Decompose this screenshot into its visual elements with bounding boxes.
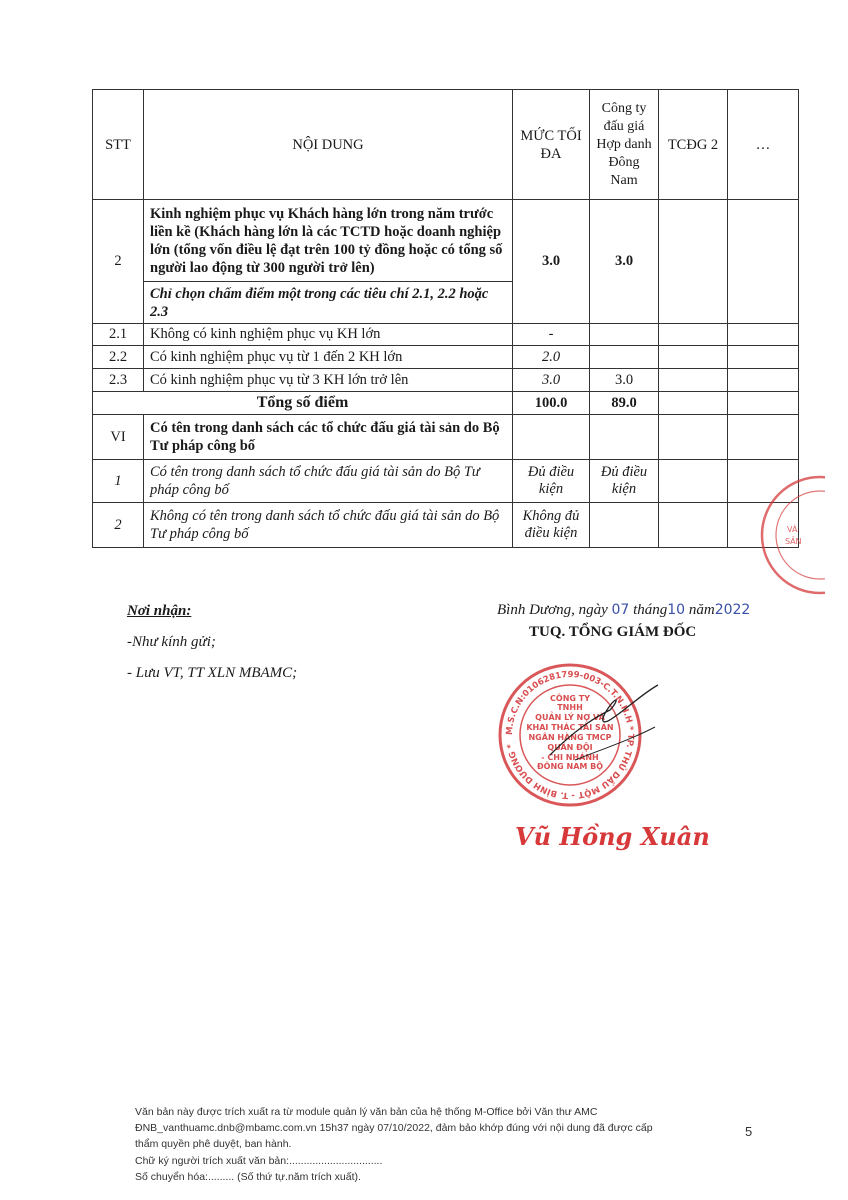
- seal-line: ĐÔNG NAM BỘ: [536, 762, 604, 771]
- row-content: Có tên trong danh sách các tổ chức đấu giá tài sản do Bộ Tư pháp công bố: [144, 415, 513, 460]
- row-content: Có tên trong danh sách tổ chức đấu giá tài sản do Bộ Tư pháp công bố: [144, 460, 513, 503]
- row-stt: 1: [93, 460, 144, 503]
- table-row: [93, 415, 799, 460]
- seal-line: NGÂN HÀNG TMCP: [528, 733, 612, 742]
- table-row: [93, 460, 799, 503]
- handwritten-day: 07: [611, 602, 630, 618]
- footer-line: thẩm quyền phê duyệt, ban hành.: [135, 1138, 292, 1151]
- table-total-row: [93, 392, 799, 415]
- row-stt: 2.3: [93, 369, 144, 392]
- recipients-block: [127, 596, 297, 689]
- footer-line: Chữ ký người trích xuất văn bản:................................: [135, 1154, 383, 1167]
- row-company: 3.0: [590, 369, 659, 392]
- extraction-footer: [135, 1104, 715, 1185]
- row-content: Có kinh nghiệm phục vụ từ 3 KH lớn trở lên: [144, 369, 513, 392]
- table-row: [93, 346, 799, 369]
- row-company: Đủ điều kiện: [590, 460, 659, 503]
- handwritten-year: 2022: [714, 602, 751, 618]
- table-row: [93, 503, 799, 548]
- row-max: 3.0: [513, 200, 590, 324]
- total-label: Tổng số điểm: [93, 392, 513, 415]
- table-header-row: [93, 90, 799, 200]
- handwritten-month: 10: [667, 602, 686, 618]
- row-content: Không có kinh nghiệm phục vụ KH lớn: [144, 324, 513, 346]
- seal-line: KHAI THÁC TÀI SẢN: [526, 723, 614, 732]
- place-label: Bình Dương, ngày: [497, 602, 608, 618]
- table-row: [93, 324, 799, 346]
- row-content: Kinh nghiệm phục vụ Khách hàng lớn trong năm trước liền kề (Khách hàng lớn là các TCTD hoặc doanh nghiệp lớn (tổng vốn điều lệ đạt trên 100 tỷ đồng hoặc có tổng số người lao động từ 300 người trở lên): [144, 200, 513, 282]
- row-max: Đủ điều kiện: [513, 460, 590, 503]
- row-stt: 2.2: [93, 346, 144, 369]
- footer-line: Văn bản này được trích xuất ra từ module quản lý văn bản của hệ thống M-Office bởi Văn thư AMC: [135, 1106, 598, 1118]
- seal-ring-text: M.S.C.N:0106281799-003-C.T.N.H.H * TP. THỦ DẦU MỘT - T. BÌNH DƯƠNG *: [504, 669, 636, 801]
- header-company: Công ty đấu giá Hợp danh Đông Nam: [590, 90, 659, 200]
- total-max: 100.0: [513, 392, 590, 415]
- recipient-line: - Lưu VT, TT XLN MBAMC;: [127, 665, 298, 681]
- seal-line: TNHH: [557, 703, 583, 712]
- scoring-table: [92, 89, 799, 548]
- month-label: tháng: [633, 602, 668, 618]
- row-stt: 2: [93, 200, 144, 324]
- seal-line: QUẢN LÝ NỢ VÀ: [535, 713, 605, 722]
- row-max: 2.0: [513, 346, 590, 369]
- row-more: [728, 200, 799, 324]
- signer-name: Vũ Hồng Xuân: [515, 822, 710, 851]
- header-content: NỘI DUNG: [144, 90, 513, 200]
- row-stt: VI: [93, 415, 144, 460]
- row-content: Không có tên trong danh sách tổ chức đấu giá tài sản do Bộ Tư pháp công bố: [144, 503, 513, 548]
- year-label: năm: [688, 602, 715, 618]
- footer-line: ĐNB_vanthuamc.dnb@mbamc.com.vn 15h37 ngày 07/10/2022, đảm bảo khớp đúng với nội dung đã được cấp: [135, 1122, 653, 1135]
- header-max-score: MỨC TỐI ĐA: [513, 90, 590, 200]
- recipient-line: -Như kính gửi;: [127, 634, 216, 650]
- table-row: [93, 369, 799, 392]
- signer-role: TUQ. TỔNG GIÁM ĐỐC: [529, 624, 697, 640]
- seal-line: QUÂN ĐỘI: [547, 743, 593, 752]
- date-line: [497, 602, 750, 619]
- row-content: Có kinh nghiệm phục vụ từ 1 đến 2 KH lớn: [144, 346, 513, 369]
- partial-seal-stamp: [735, 470, 825, 600]
- table-row: [93, 200, 799, 282]
- seal-line: - CHI NHÁNH: [541, 753, 599, 762]
- row-company: 3.0: [590, 200, 659, 324]
- row-stt: 2.1: [93, 324, 144, 346]
- header-tcdg2: TCĐG 2: [659, 90, 728, 200]
- company-seal: [480, 655, 660, 815]
- row-max: -: [513, 324, 590, 346]
- row-max: 3.0: [513, 369, 590, 392]
- svg-text:SẢN: SẢN: [785, 537, 802, 546]
- seal-line: CÔNG TY: [550, 694, 590, 703]
- row-max: Không đủ điều kiện: [513, 503, 590, 548]
- page-number: 5: [745, 1124, 753, 1139]
- header-more: …: [728, 90, 799, 200]
- total-company: 89.0: [590, 392, 659, 415]
- row-note: Chỉ chọn chấm điểm một trong các tiêu chí 2.1, 2.2 hoặc 2.3: [144, 282, 513, 324]
- row-tcdg2: [659, 200, 728, 324]
- svg-text:VÀ: VÀ: [787, 525, 798, 534]
- recipients-heading: Nơi nhận:: [127, 603, 192, 619]
- row-stt: 2: [93, 503, 144, 548]
- footer-line: Số chuyển hóa:......... (Số thứ tự.năm trích xuất).: [135, 1170, 361, 1183]
- header-stt: STT: [93, 90, 144, 200]
